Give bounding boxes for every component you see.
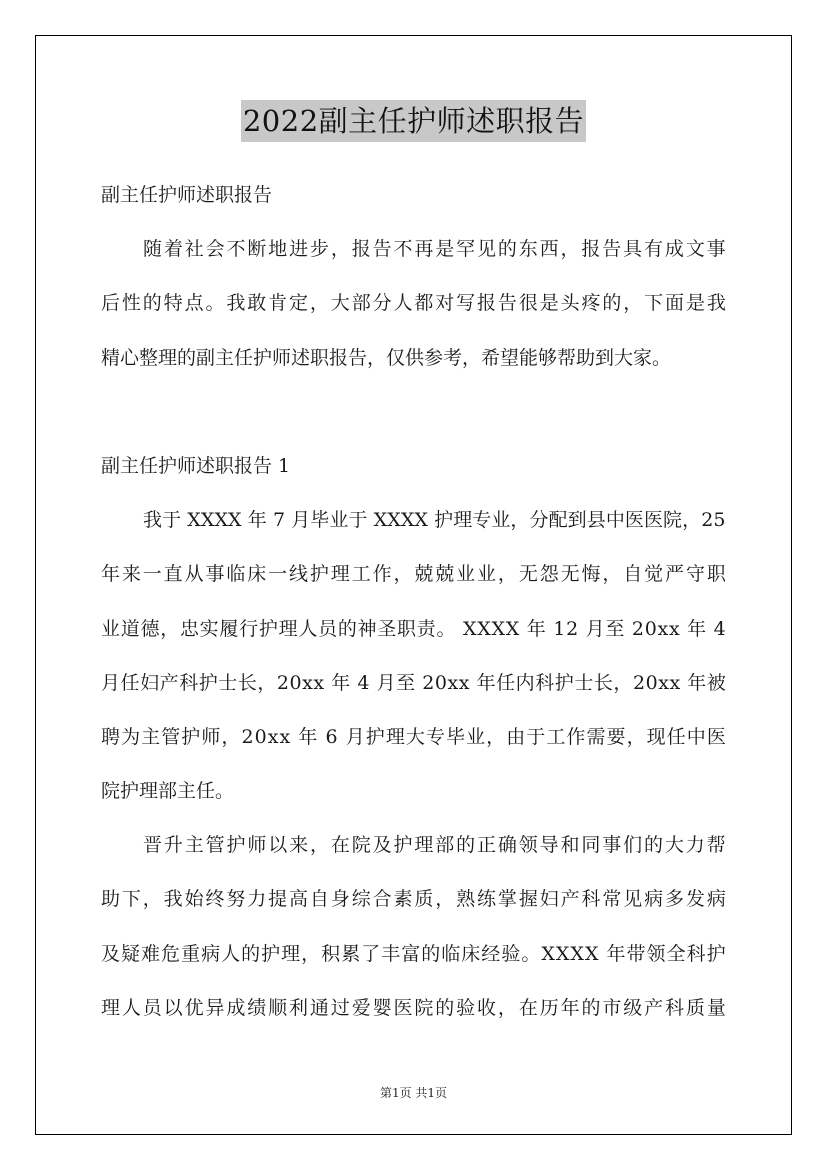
paragraph-2 bbox=[101, 818, 726, 1035]
blank-line bbox=[101, 385, 726, 439]
paragraph-line: 业 道 德 ， 忠 实 履 行 护 理 人 员 的 神 圣 职 责 。 X X X X 年 1 2 月 至 2 0 x x 年 4 bbox=[101, 617, 726, 640]
document-body bbox=[101, 168, 726, 1035]
paragraph-line: 助 下 ， 我 始 终 努 力 提 高 自 身 综 合 素 质 ， 熟 练 掌 握 妇 产 科 常 见 病 多 发 病 bbox=[101, 888, 726, 911]
section-heading: 副主任护师述职报告 1 bbox=[101, 454, 291, 477]
paragraph-line: 晋 升 主 管 护 师 以 来 ， 在 院 及 护 理 部 的 正 确 领 导 和 同 事 们 的 大 力 帮 bbox=[143, 834, 726, 857]
paragraph-line: 随 着 社 会 不 断 地 进 步 ， 报 告 不 再 是 罕 见 的 东 西 ， 报 告 具 有 成 文 事 bbox=[143, 238, 726, 261]
paragraph-line: 月 任 妇 产 科 护 士 长 ， 2 0 x x 年 4 月 至 2 0 x x 年 任 内 科 护 士 长 ， 2 0 x x 年 被 bbox=[101, 671, 726, 694]
title-container bbox=[0, 100, 827, 142]
page-number: 第1页 共1页 bbox=[379, 1086, 448, 1100]
paragraph-1 bbox=[101, 493, 726, 818]
paragraph-line: 后 性 的 特 点 。 我 敢 肯 定 ， 大 部 分 人 都 对 写 报 告 很 是 头 疼 的 ， 下 面 是 我 bbox=[101, 292, 726, 315]
paragraph-line: 聘 为 主 管 护 师 ， 2 0 x x 年 6 月 护 理 大 专 毕 业 ， 由 于 工 作 需 要 ， 现 任 中 医 bbox=[101, 725, 726, 748]
paragraph-line: 及 疑 难 危 重 病 人 的 护 理 ， 积 累 了 丰 富 的 临 床 经 验 。 X X X X 年 带 领 全 科 护 bbox=[101, 942, 726, 965]
paragraph-line: 年 来 一 直 从 事 临 床 一 线 护 理 工 作 ， 兢 兢 业 业 ， 无 怨 无 悔 ， 自 觉 严 守 职 bbox=[101, 563, 726, 586]
intro-heading: 副主任护师述职报告 bbox=[101, 184, 273, 206]
document-title: 2022副主任护师述职报告 bbox=[241, 100, 586, 142]
paragraph-line: 院护理部主任。 bbox=[101, 780, 235, 803]
paragraph-line: 理 人 员 以 优 异 成 绩 顺 利 通 过 爱 婴 医 院 的 验 收 ， 在 历 年 的 市 级 产 科 质 量 bbox=[101, 996, 726, 1019]
paragraph-line: 我 于 X X X X 年 7 月 毕 业 于 X X X X 护 理 专 业 ， 分 配 到 县 中 医 医 院 ， 2 5 bbox=[143, 509, 726, 532]
intro-paragraph bbox=[101, 222, 726, 385]
paragraph-line: 精心整理的副主任护师述职报告，仅供参考，希望能够帮助到大家。 bbox=[101, 346, 672, 369]
page-footer bbox=[0, 1084, 827, 1101]
